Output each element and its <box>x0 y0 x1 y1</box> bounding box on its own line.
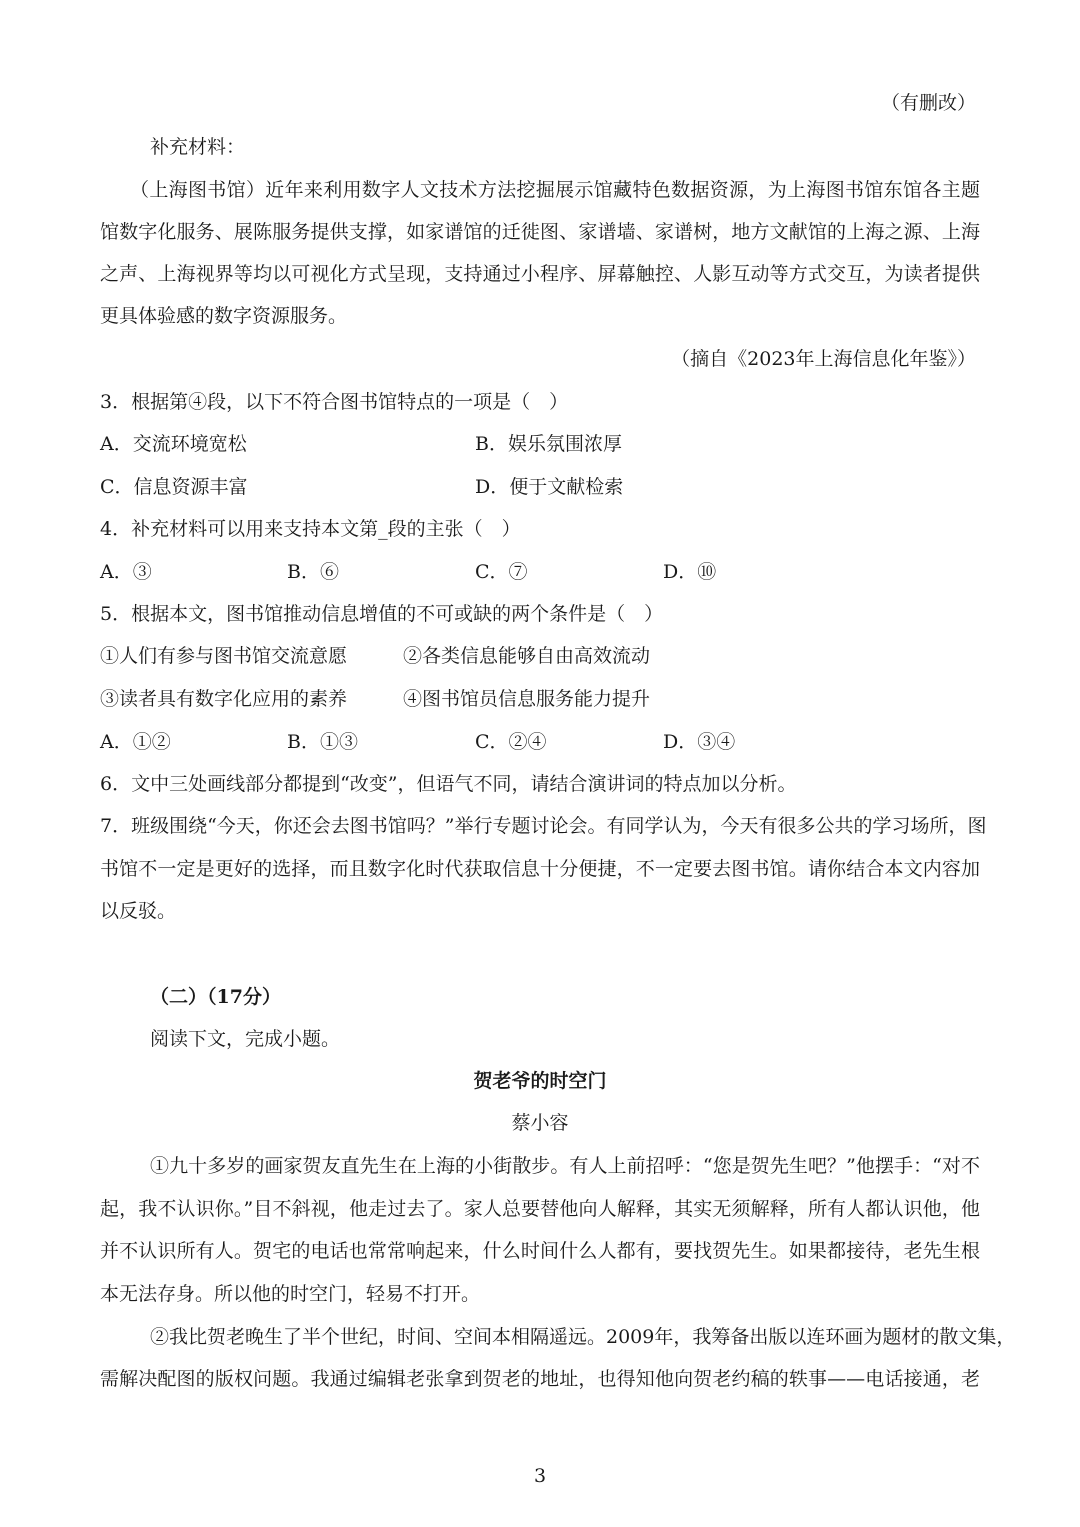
question-5-option-c: C．②④ <box>475 731 547 753</box>
question-5-option-b: B．①③ <box>287 731 358 753</box>
supplement-line: 之声、上海视界等均以可视化方式呈现，支持通过小程序、屏幕触控、人影互动等方式交互，为读者提供 <box>100 263 980 285</box>
question-5-stem: 5．根据本文，图书馆推动信息增值的不可或缺的两个条件是（ ） <box>100 603 664 625</box>
paragraph-1-line: 起，我不认识你。”目不斜视，他走过去了。家人总要替他向人解释，其实无须解释，所有人都认识他，他 <box>100 1198 980 1220</box>
question-3-option-b: B．娱乐氛围浓厚 <box>475 433 622 455</box>
paragraph-1-line: ①九十多岁的画家贺友直先生在上海的小街散步。有人上前招呼：“您是贺先生吧？”他摆手：“对不 <box>150 1155 980 1177</box>
article-title: 贺老爷的时空门 <box>473 1070 607 1092</box>
question-4-option-b: B．⑥ <box>287 561 339 583</box>
supplement-line: 馆数字化服务、展陈服务提供支撑，如家谱馆的迁徙图、家谱墙、家谱树，地方文献馆的上海之源、上海 <box>100 221 980 243</box>
paragraph-1-line: 本无法存身。所以他的时空门，轻易不打开。 <box>100 1283 481 1305</box>
question-5-statement-3: ③读者具有数字化应用的素养 <box>100 688 348 710</box>
question-4-option-d: D．⑩ <box>663 561 717 583</box>
question-7-line: 7．班级围绕“今天，你还会去图书馆吗？”举行专题讨论会。有同学认为，今天有很多公共的学习场所，图 <box>100 815 987 837</box>
reading-instruction: 阅读下文，完成小题。 <box>150 1028 341 1050</box>
question-3-option-d: D．便于文献检索 <box>475 476 624 498</box>
question-5-statement-1: ①人们有参与图书馆交流意愿 <box>100 645 348 667</box>
page-number: 3 <box>533 1465 547 1487</box>
question-4-stem: 4．补充材料可以用来支持本文第_段的主张（ ） <box>100 518 521 540</box>
paragraph-2-line: ②我比贺老晚生了半个世纪，时间、空间本相隔遥远。2009年，我筹备出版以连环画为题材的散文集， <box>150 1326 1016 1348</box>
article-author: 蔡小容 <box>511 1112 569 1134</box>
question-5-statement-4: ④图书馆员信息服务能力提升 <box>403 688 651 710</box>
supplement-line: 更具体验感的数字资源服务。 <box>100 305 348 327</box>
section-heading: （二）（17分） <box>150 986 281 1008</box>
question-6: 6．文中三处画线部分都提到“改变”，但语气不同，请结合演讲词的特点加以分析。 <box>100 773 797 795</box>
revision-note: （有删改） <box>880 92 976 114</box>
question-4-option-a: A．③ <box>100 561 152 583</box>
question-7-line: 书馆不一定是更好的选择，而且数字化时代获取信息十分便捷，不一定要去图书馆。请你结合本文内容加 <box>100 858 980 880</box>
question-3-stem: 3．根据第④段，以下不符合图书馆特点的一项是（ ） <box>100 391 569 413</box>
question-5-statement-2: ②各类信息能够自由高效流动 <box>403 645 651 667</box>
question-4-option-c: C．⑦ <box>475 561 528 583</box>
question-7-line: 以反驳。 <box>100 900 177 922</box>
question-5-option-a: A．①② <box>100 731 171 753</box>
question-5-option-d: D．③④ <box>663 731 736 753</box>
question-3-option-c: C．信息资源丰富 <box>100 476 248 498</box>
supplement-label: 补充材料： <box>150 136 246 158</box>
supplement-line: （上海图书馆）近年来利用数字人文技术方法挖掘展示馆藏特色数据资源，为上海图书馆东馆各主题 <box>130 179 980 201</box>
supplement-source: （摘自《2023年上海信息化年鉴》） <box>671 348 976 370</box>
paragraph-2-line: 需解决配图的版权问题。我通过编辑老张拿到贺老的地址，也得知他向贺老约稿的轶事——电话接通，老 <box>100 1368 980 1390</box>
paragraph-1-line: 并不认识所有人。贺宅的电话也常常响起来，什么时间什么人都有，要找贺先生。如果都接待，老先生根 <box>100 1240 980 1262</box>
question-3-option-a: A．交流环境宽松 <box>100 433 247 455</box>
